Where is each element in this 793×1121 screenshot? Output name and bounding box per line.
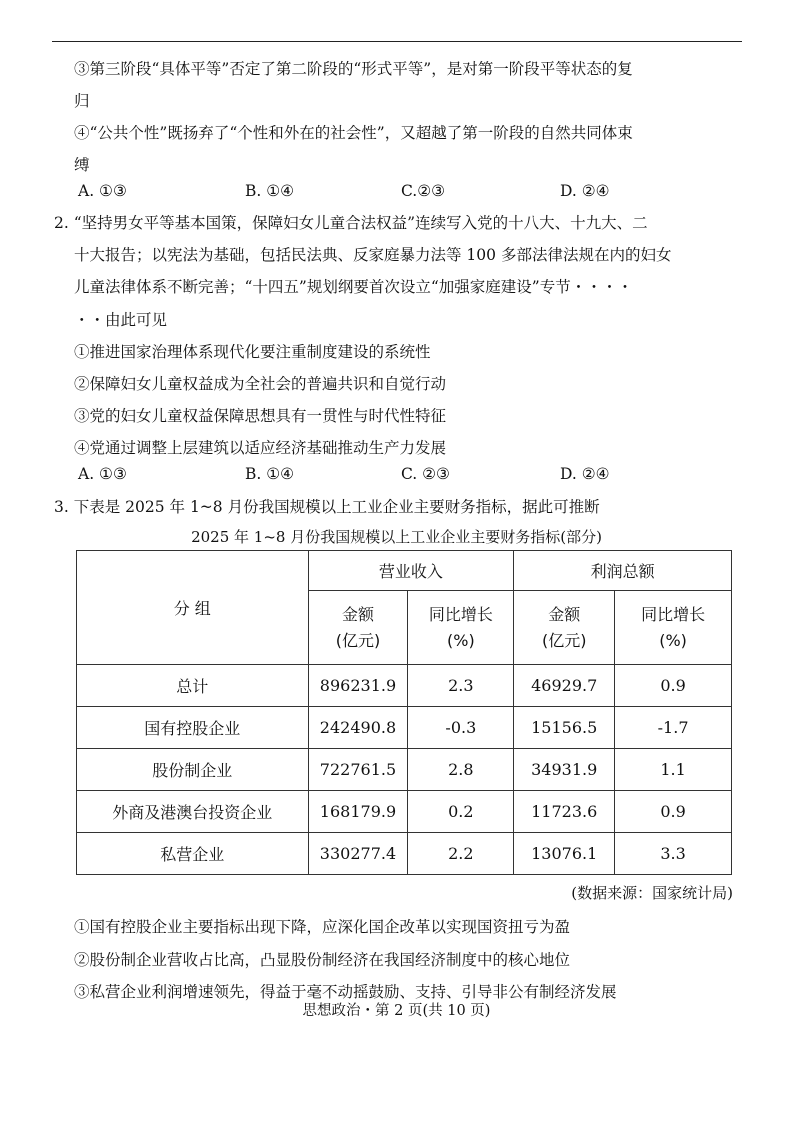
revenue-growth-cell: 2.3 xyxy=(408,665,514,707)
q1-answer-choices xyxy=(78,180,698,202)
q2-option-2: ②保障妇女儿童权益成为全社会的普遍共识和自觉行动 xyxy=(74,375,447,393)
profit-growth-header xyxy=(615,591,732,665)
profit-cell: 34931.9 xyxy=(514,749,615,791)
amount-label: 金额 xyxy=(548,604,581,624)
q3-option-3: ③私营企业利润增速领先，得益于毫不动摇鼓励、支持、引导非公有制经济发展 xyxy=(74,983,617,1001)
q1-option-4-line-1: ④“公共个性”既扬弃了“个性和外在的社会性”，又超越了第一阶段的自然共同体束 xyxy=(74,124,633,142)
q2-answer-choices xyxy=(78,463,698,485)
q2-option-4: ④党通过调整上层建筑以适应经济基础推动生产力发展 xyxy=(74,439,447,457)
profit-amount-header xyxy=(514,591,615,665)
table-row xyxy=(77,833,732,875)
financial-indicators-table xyxy=(76,550,732,875)
amount-unit: (亿元) xyxy=(541,630,587,650)
revenue-header: 营业收入 xyxy=(308,551,514,591)
table-header-row-1 xyxy=(77,551,732,591)
q1-option-4-line-2: 缚 xyxy=(74,156,90,174)
page-footer: 思想政治・第 2 页(共 10 页) xyxy=(302,1003,491,1019)
amount-label: 金额 xyxy=(341,604,374,624)
q1-choice-b[interactable]: B. ①④ xyxy=(245,182,295,200)
profit-growth-cell: -1.7 xyxy=(615,707,732,749)
profit-cell: 15156.5 xyxy=(514,707,615,749)
q1-choice-c[interactable]: C.②③ xyxy=(401,182,446,200)
table-row xyxy=(77,665,732,707)
q1-choice-a[interactable]: A. ①③ xyxy=(78,182,127,200)
q1-option-3-line-1: ③第三阶段“具体平等”否定了第二阶段的“形式平等”，是对第一阶段平等状态的复 xyxy=(74,60,633,78)
revenue-growth-cell: 2.8 xyxy=(408,749,514,791)
profit-growth-cell: 3.3 xyxy=(615,833,732,875)
table-row xyxy=(77,707,732,749)
growth-unit: (%) xyxy=(659,630,687,650)
q2-stem-line-1: 2. “坚持男女平等基本国策，保障妇女儿童合法权益”连续写入党的十八大、十九大、二 xyxy=(54,214,648,232)
group-cell: 私营企业 xyxy=(77,833,309,875)
q2-stem-line-4: ・・由此可见 xyxy=(74,311,168,329)
q1-option-3-line-2: 归 xyxy=(74,92,90,110)
q2-choice-d[interactable]: D. ②④ xyxy=(560,465,610,483)
revenue-growth-cell: 2.2 xyxy=(408,833,514,875)
amount-unit: (亿元) xyxy=(335,630,381,650)
q2-option-3: ③党的妇女儿童权益保障思想具有一贯性与时代性特征 xyxy=(74,407,447,425)
q2-stem-line-3: 儿童法律体系不断完善；“十四五”规划纲要首次设立“加强家庭建设”专节・・・・ xyxy=(74,278,633,296)
revenue-growth-cell: 0.2 xyxy=(408,791,514,833)
profit-growth-cell: 1.1 xyxy=(615,749,732,791)
q2-choice-c[interactable]: C. ②③ xyxy=(401,465,450,483)
group-header: 分 组 xyxy=(77,551,309,665)
revenue-cell: 896231.9 xyxy=(308,665,408,707)
profit-growth-cell: 0.9 xyxy=(615,665,732,707)
group-cell: 国有控股企业 xyxy=(77,707,309,749)
q3-stem: 3. 下表是 2025 年 1~8 月份我国规模以上工业企业主要财务指标，据此可推断 xyxy=(54,498,600,516)
growth-label: 同比增长 xyxy=(641,604,706,624)
group-cell: 总计 xyxy=(77,665,309,707)
q3-option-1: ①国有控股企业主要指标出现下降，应深化国企改革以实现国资扭亏为盈 xyxy=(74,918,571,936)
profit-cell: 13076.1 xyxy=(514,833,615,875)
revenue-cell: 168179.9 xyxy=(308,791,408,833)
revenue-growth-header xyxy=(408,591,514,665)
q2-choice-b[interactable]: B. ①④ xyxy=(245,465,295,483)
profit-cell: 11723.6 xyxy=(514,791,615,833)
table-caption: 2025 年 1~8 月份我国规模以上工业企业主要财务指标(部分) xyxy=(191,528,602,546)
growth-label: 同比增长 xyxy=(428,604,493,624)
revenue-cell: 242490.8 xyxy=(308,707,408,749)
q2-stem-line-2: 十大报告；以宪法为基础，包括民法典、反家庭暴力法等 100 多部法律法规在内的妇女 xyxy=(74,246,672,264)
group-cell: 股份制企业 xyxy=(77,749,309,791)
profit-growth-cell: 0.9 xyxy=(615,791,732,833)
profit-header: 利润总额 xyxy=(514,551,732,591)
group-cell: 外商及港澳台投资企业 xyxy=(77,791,309,833)
data-source-note: (数据来源：国家统计局) xyxy=(571,884,733,902)
revenue-amount-header xyxy=(308,591,408,665)
revenue-cell: 330277.4 xyxy=(308,833,408,875)
q2-option-1: ①推进国家治理体系现代化要注重制度建设的系统性 xyxy=(74,343,431,361)
revenue-cell: 722761.5 xyxy=(308,749,408,791)
table-row xyxy=(77,749,732,791)
q2-choice-a[interactable]: A. ①③ xyxy=(78,465,127,483)
q1-choice-d[interactable]: D. ②④ xyxy=(560,182,610,200)
growth-unit: (%) xyxy=(447,630,475,650)
header-rule xyxy=(52,41,742,42)
table-row xyxy=(77,791,732,833)
profit-cell: 46929.7 xyxy=(514,665,615,707)
revenue-growth-cell: -0.3 xyxy=(408,707,514,749)
q3-option-2: ②股份制企业营收占比高，凸显股份制经济在我国经济制度中的核心地位 xyxy=(74,951,571,969)
